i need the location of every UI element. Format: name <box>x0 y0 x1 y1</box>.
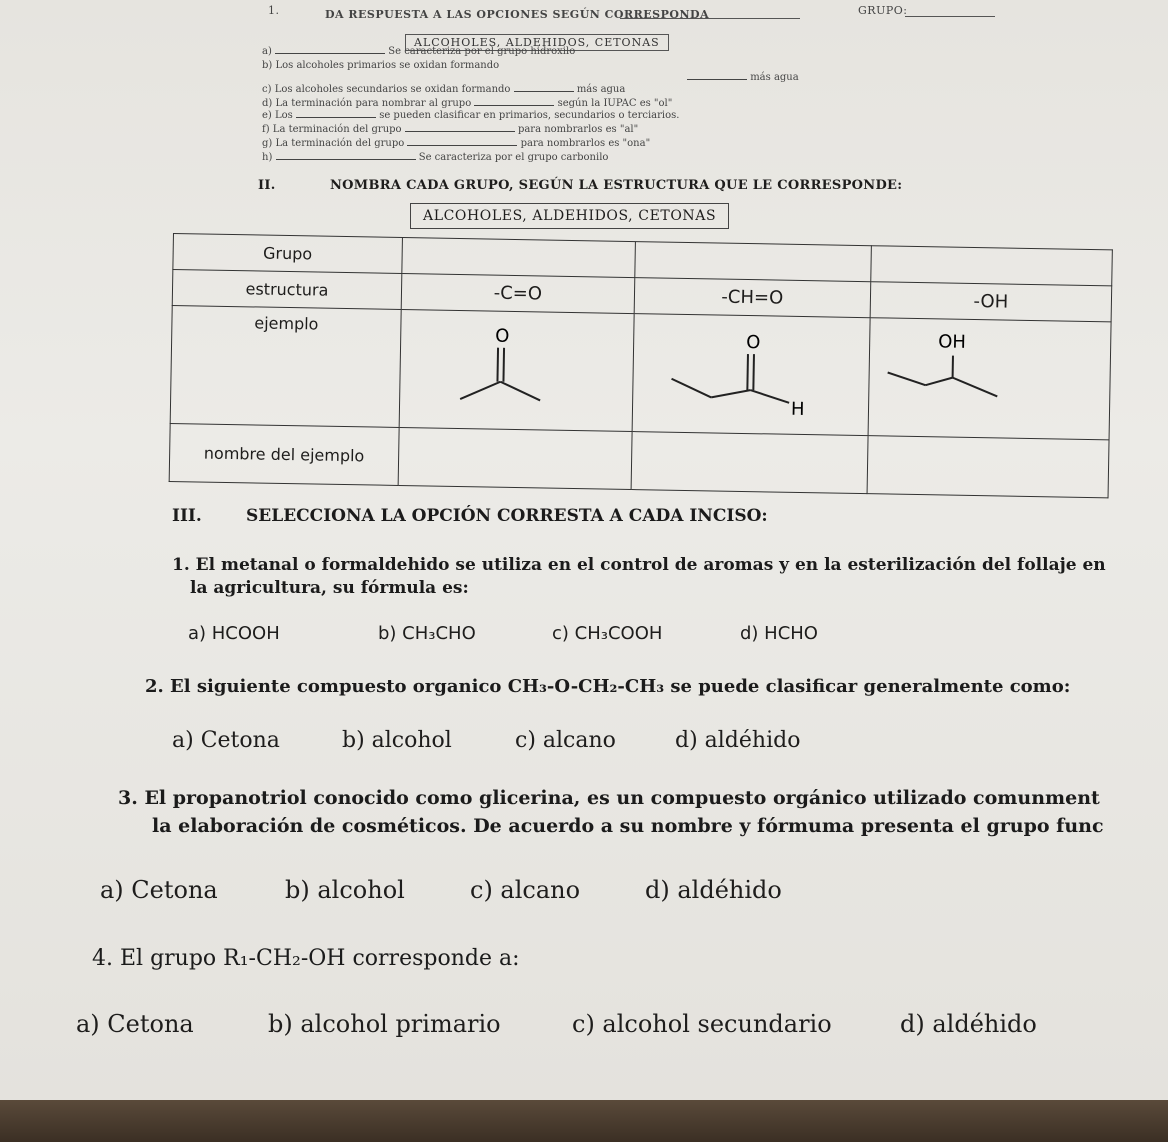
q3-line1: 3. El propanotriol conocido como glicerina, es un compuesto orgánico utilizado comunment <box>118 787 1100 809</box>
item-letter: h) <box>262 152 273 163</box>
item-b <box>262 60 499 71</box>
groups-table <box>169 233 1113 498</box>
q1-line1: 1. El metanal o formaldehido se utiliza en el control de aromas y en la esterilización del follaje en <box>172 555 1106 575</box>
grupo-blank <box>905 16 995 17</box>
q4-option-d[interactable]: d) aldéhido <box>900 1010 1037 1038</box>
ketone-skeletal-formula <box>408 312 600 425</box>
section-number: 1. <box>268 4 280 17</box>
q4-option-a[interactable]: a) Cetona <box>76 1010 194 1038</box>
item-a <box>262 46 575 57</box>
cell-grupo-3[interactable] <box>871 246 1113 286</box>
item-h <box>262 152 608 163</box>
section3-number: III. <box>172 506 202 526</box>
atom-o: O <box>494 325 510 347</box>
item-text: La terminación del grupo <box>272 124 402 135</box>
cell-grupo-1[interactable] <box>402 238 636 278</box>
item-g <box>262 138 650 149</box>
q2-option-b[interactable]: b) alcohol <box>342 728 452 753</box>
item-tail: se pueden clasificar en primarios, secundarios o terciarios. <box>379 110 680 121</box>
item-letter: f) <box>262 124 270 135</box>
q1-line2: la agricultura, su fórmula es: <box>190 578 469 598</box>
item-letter: a) <box>262 46 272 57</box>
cell-nombre-1[interactable] <box>398 427 632 489</box>
q1-option-a[interactable]: a) HCOOH <box>188 623 280 644</box>
item-letter: c) <box>262 84 272 95</box>
item-tail: según la IUPAC es "ol" <box>557 98 673 109</box>
item-tail: más agua <box>576 84 626 95</box>
desk-surface <box>0 1100 1168 1142</box>
item-text: La terminación para nombrar al grupo <box>275 98 472 109</box>
item-letter: g) <box>262 138 273 149</box>
cell-nombre-label: nombre del ejemplo <box>169 423 399 485</box>
atom-o: O <box>745 331 761 353</box>
q3-option-b[interactable]: b) alcohol <box>285 876 405 904</box>
item-tail: para nombrarlos es "al" <box>517 124 639 135</box>
example-aldehyde <box>632 314 870 436</box>
q1-option-d[interactable]: d) HCHO <box>740 623 818 644</box>
header-underline <box>620 18 800 19</box>
item-letter: e) <box>262 110 272 121</box>
item-d <box>262 98 672 109</box>
q3-option-d[interactable]: d) aldéhido <box>645 876 782 904</box>
atom-oh: OH <box>937 330 966 353</box>
cell-nombre-2[interactable] <box>631 432 868 494</box>
grupo-label: GRUPO: <box>858 4 908 17</box>
item-text: Los <box>275 110 293 121</box>
item-text: La terminación del grupo <box>275 138 405 149</box>
example-ketone <box>399 309 634 431</box>
example-alcohol <box>868 318 1111 440</box>
cell-nombre-3[interactable] <box>867 436 1109 498</box>
table-row <box>170 305 1111 439</box>
item-b-tail <box>262 72 799 83</box>
item-text: Se caracteriza por el grupo hidroxilo <box>388 46 576 57</box>
q3-line2: la elaboración de cosméticos. De acuerdo a su nombre y fórmuma presenta el grupo func <box>152 815 1104 837</box>
item-tail: para nombrarlos es "ona" <box>520 138 651 149</box>
item-letter: b) <box>262 60 273 71</box>
item-letter: d) <box>262 98 273 109</box>
item-f <box>262 124 638 135</box>
item-text: Los alcoholes primarios se oxidan formando <box>275 60 500 71</box>
q2-option-d[interactable]: d) aldéhido <box>675 728 801 753</box>
alcohol-skeletal-formula <box>877 320 1089 434</box>
q4-option-c[interactable]: c) alcohol secundario <box>572 1010 832 1038</box>
structure-alcohol: -OH <box>870 282 1112 322</box>
section2-number: II. <box>258 178 276 193</box>
item-text: Se caracteriza por el grupo carbonilo <box>418 152 609 163</box>
q4-line: 4. El grupo R₁-CH₂-OH corresponde a: <box>92 946 520 971</box>
header-instruction: DA RESPUESTA A LAS OPCIONES SEGÚN CORRESPONDA <box>325 8 710 21</box>
item-e <box>262 110 679 121</box>
cell-estructura-label: estructura <box>172 270 401 310</box>
q4-option-b[interactable]: b) alcohol primario <box>268 1010 501 1038</box>
structure-ketone: -C=O <box>401 273 635 313</box>
cell-grupo-label: Grupo <box>173 234 402 274</box>
item-c <box>262 84 625 95</box>
item-text: Los alcoholes secundarios se oxidan formando <box>274 84 511 95</box>
q2-option-a[interactable]: a) Cetona <box>172 728 280 753</box>
section2-title: NOMBRA CADA GRUPO, SEGÚN LA ESTRUCTURA QUE LE CORRESPONDE: <box>330 178 903 193</box>
q1-option-b[interactable]: b) CH₃CHO <box>378 623 476 644</box>
section2-box-title: ALCOHOLES, ALDEHIDOS, CETONAS <box>410 203 729 229</box>
q1-option-c[interactable]: c) CH₃COOH <box>552 623 663 644</box>
cell-ejemplo-label: ejemplo <box>170 305 401 427</box>
q2-option-c[interactable]: c) alcano <box>515 728 616 753</box>
q3-option-c[interactable]: c) alcano <box>470 876 581 904</box>
atom-h: H <box>790 398 805 420</box>
q2-line: 2. El siguiente compuesto organico CH₃-O-CH₂-CH₃ se puede clasificar generalmente como: <box>145 676 1071 697</box>
section3-title: SELECCIONA LA OPCIÓN CORRESTA A CADA INCISO: <box>246 506 768 526</box>
cell-grupo-2[interactable] <box>635 242 872 282</box>
q3-option-a[interactable]: a) Cetona <box>100 876 218 904</box>
item-tail: más agua <box>750 72 799 83</box>
section1-box-title: ALCOHOLES, ALDEHIDOS, CETONAS <box>405 34 669 51</box>
aldehyde-skeletal-formula <box>641 316 843 429</box>
structure-aldehyde: -CH=O <box>634 278 871 318</box>
